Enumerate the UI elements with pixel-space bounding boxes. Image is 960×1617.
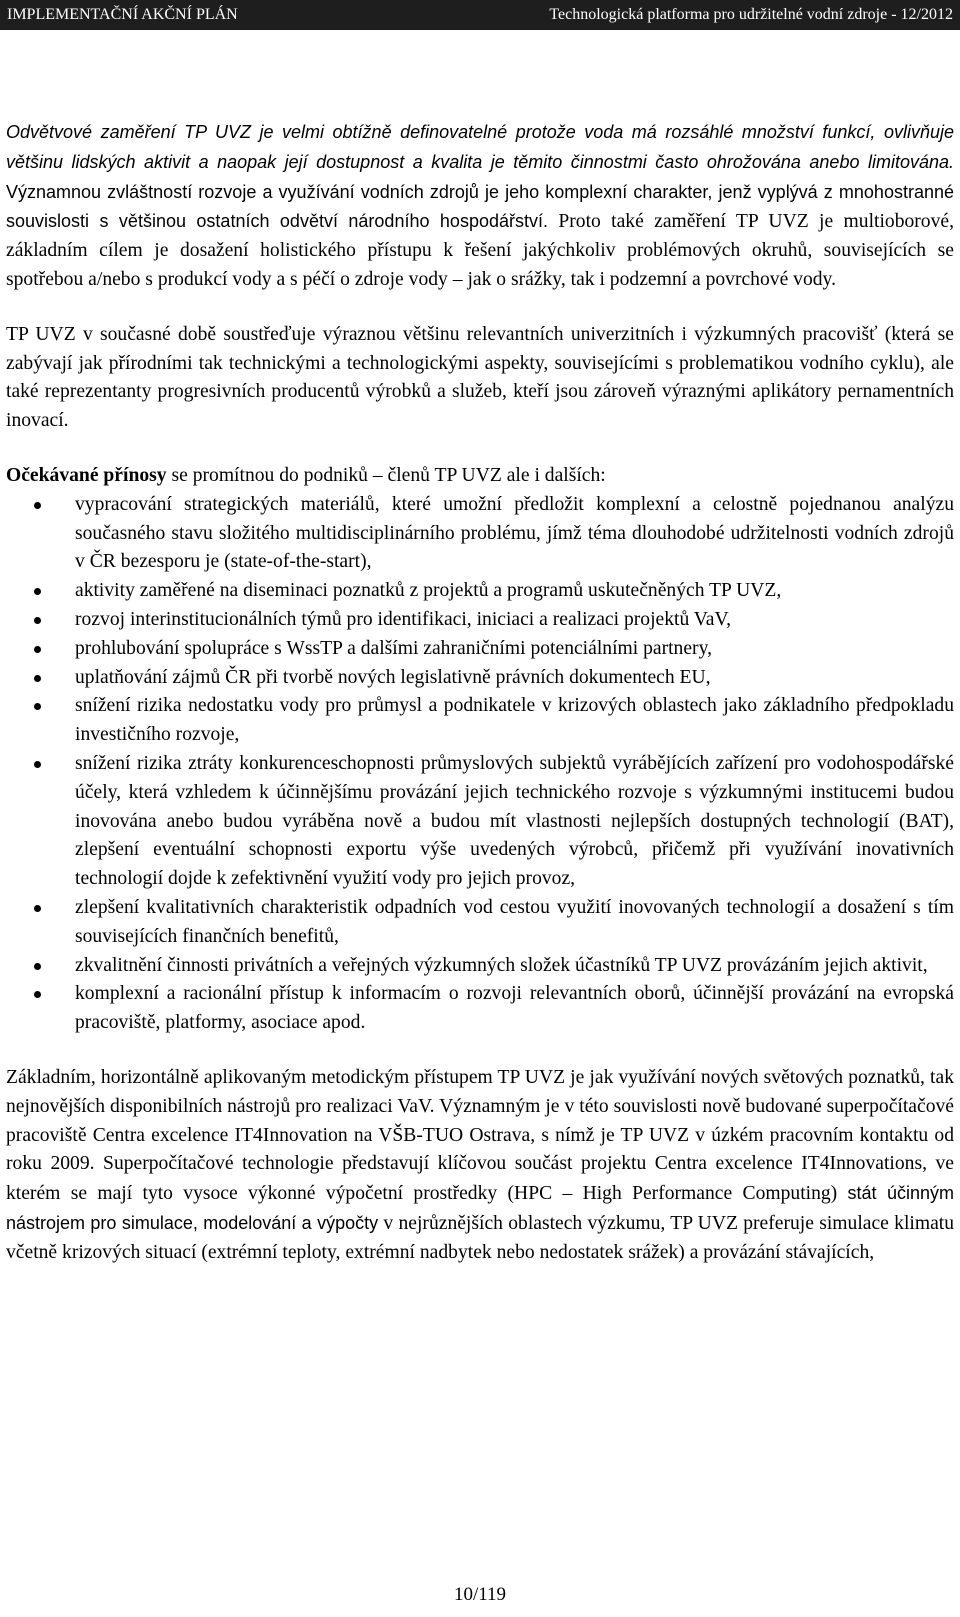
list-item bbox=[6, 664, 954, 693]
paragraph-members: TP UVZ v současné době soustřeďuje výraznou většinu relevantních univerzitních i výzkumných pracovišť (která se zabývají jak přírodními tak technickými a technologickými aspekty, souvisejícími s problematikou vodního cyklu), ale také reprezentanty progresivních producentů výrobků a služeb, kteří jsou zároveň výraznými aplikátory pernamentních inovací. bbox=[6, 323, 954, 432]
paragraph-gap bbox=[6, 295, 954, 321]
paragraph-sector-focus-italic: Odvětvové zaměření TP UVZ je velmi obtížně definovatelné protože voda má rozsáhlé množství funkcí, ovlivňuje většinu lidských aktivit a naopak její dostupnost a kvalita je těmito činnostmi často ohrožována anebo limitována. bbox=[6, 122, 954, 172]
list-item-text: komplexní a racionální přístup k informacím o rozvoji relevantních oborů, účinnější provázání na evropská pracoviště, platformy, asociace apod. bbox=[75, 983, 954, 1034]
list-item bbox=[6, 894, 954, 952]
benefits-title: Očekávané přínosy bbox=[6, 464, 167, 486]
bullet-icon bbox=[34, 646, 41, 653]
paragraph-sector-focus-serif: Proto také zaměření TP UVZ je multioborové, základním cílem je dosažení holistického přístupu k řešení jakýchkoliv problémových okruhů, souvisejících se spotřebou a/nebo s produkcí vody a s péčí o zdroje vody – jak o srážky, tak i podzemní a povrchové vody. bbox=[6, 211, 954, 290]
list-item-text: uplatňování zájmů ČR při tvorbě nových legislativně právních dokumentech EU, bbox=[75, 666, 711, 688]
list-item-text: zkvalitnění činnosti privátních a veřejných výzkumných složek účastníků TP UVZ provázáním jejich aktivit, bbox=[75, 954, 928, 976]
page-number: 10/119 bbox=[453, 1584, 507, 1605]
bullet-icon bbox=[34, 905, 41, 912]
list-item-text: vypracování strategických materiálů, které umožní předložit komplexní a celostně pojednanou analýzu současného stavu složitého multidisciplinárního problému, jímž téma dlouhodobé udržitelnosti vodních zdrojů v ČR bezesporu je (state-of-the-start), bbox=[75, 493, 954, 573]
list-item bbox=[6, 750, 954, 894]
paragraph-sector-focus-sans: Významnou zvláštností rozvoje a využívání vodních zdrojů je jeho komplexní charakter, jenž vyplývá z mnohostranné souvislosti s většinou ostatních odvětví národního hospodářství. bbox=[6, 181, 954, 232]
list-item-text: aktivity zaměřené na diseminaci poznatků z projektů a programů uskutečněných TP UVZ, bbox=[75, 580, 782, 602]
paragraph-gap bbox=[6, 436, 954, 462]
paragraph-sector-focus bbox=[6, 118, 954, 295]
list-item bbox=[6, 577, 954, 606]
list-item bbox=[6, 980, 954, 1038]
paragraph-methodology bbox=[6, 1064, 954, 1268]
list-item-text: snížení rizika nedostatku vody pro průmysl a podnikatele v krizových oblastech jako základního předpokladu investičního rozvoje, bbox=[75, 695, 954, 746]
bullet-icon bbox=[34, 761, 41, 768]
page-header bbox=[0, 0, 960, 30]
bullet-icon bbox=[34, 588, 41, 595]
paragraph-methodology-serif: Základním, horizontálně aplikovaným metodickým přístupem TP UVZ je jak využívání nových světových poznatků, tak nejnovějších disponibilních nástrojů pro realizaci VaV. Významným je v této souvislosti nově budované superpočítačové pracoviště Centra excelence IT4Innovation na VŠB-TUO Ostrava, s nímž je TP UVZ v úzkém pracovním kontaktu od roku 2009. Superpočítačové technologie představují klíčovou součást projektu Centra excelence IT4Innovations, ve kterém se mají tyto vysoce výkonné výpočetní prostředky (HPC – High Performance Computing) bbox=[6, 1066, 954, 1205]
list-item bbox=[6, 635, 954, 664]
list-item-text: snížení rizika ztráty konkurenceschopnosti průmyslových subjektů vyrábějících zařízení pro vodohospodářské účely, která vzhledem k účinnějšímu provázání jejich technického rozvoje s výzkumnými institucemi budou inovována anebo budou vyráběna nově a budou mít vlastnosti nejlepších dostupných technologií (BAT), zlepšení eventuální schopnosti exportu výše uvedených výrobců, přičemž při využívání inovativních technologií dojde k zefektivnění využití vody pro jejich provoz, bbox=[75, 752, 954, 890]
header-right-title: Technologická platforma pro udržitelné vodní zdroje - 12/2012 bbox=[549, 6, 953, 23]
paragraph-methodology-sans: stát účinným nástrojem pro simulace, modelování a výpočty bbox=[6, 1183, 955, 1233]
list-item-text: zlepšení kvalitativních charakteristik odpadních vod cestou využití inovovaných technologií a dosažení s tím souvisejících finančních benefitů, bbox=[75, 896, 954, 947]
list-item bbox=[6, 952, 954, 981]
bullet-icon bbox=[34, 991, 41, 998]
benefits-intro-text: se promítnou do podniků – členů TP UVZ ale i dalších: bbox=[166, 464, 606, 486]
list-item bbox=[6, 692, 954, 750]
bullet-icon bbox=[34, 617, 41, 624]
bullet-icon bbox=[34, 963, 41, 970]
bullet-icon bbox=[34, 703, 41, 710]
list-item-text: rozvoj interinstitucionálních týmů pro identifikaci, iniciaci a realizaci projektů VaV, bbox=[75, 608, 732, 630]
bullet-icon bbox=[34, 675, 41, 682]
list-item bbox=[6, 606, 954, 635]
paragraph-methodology-end: v nejrůznějších oblastech výzkumu, TP UVZ preferuje simulace klimatu včetně krizových situací (extrémní teploty, extrémní nadbytek nebo nedostatek srážek) a provázání stávajících, bbox=[6, 1212, 955, 1263]
main-content bbox=[6, 118, 954, 1267]
header-left-title: IMPLEMENTAČNÍ AKČNÍ PLÁN bbox=[7, 6, 238, 23]
list-item bbox=[6, 491, 954, 577]
benefits-intro bbox=[6, 462, 954, 491]
benefits-list bbox=[6, 491, 954, 1038]
bullet-icon bbox=[34, 502, 41, 509]
list-item-text: prohlubování spolupráce s WssTP a dalšími zahraničními potenciálními partnery, bbox=[75, 637, 712, 659]
paragraph-gap bbox=[6, 1038, 954, 1064]
